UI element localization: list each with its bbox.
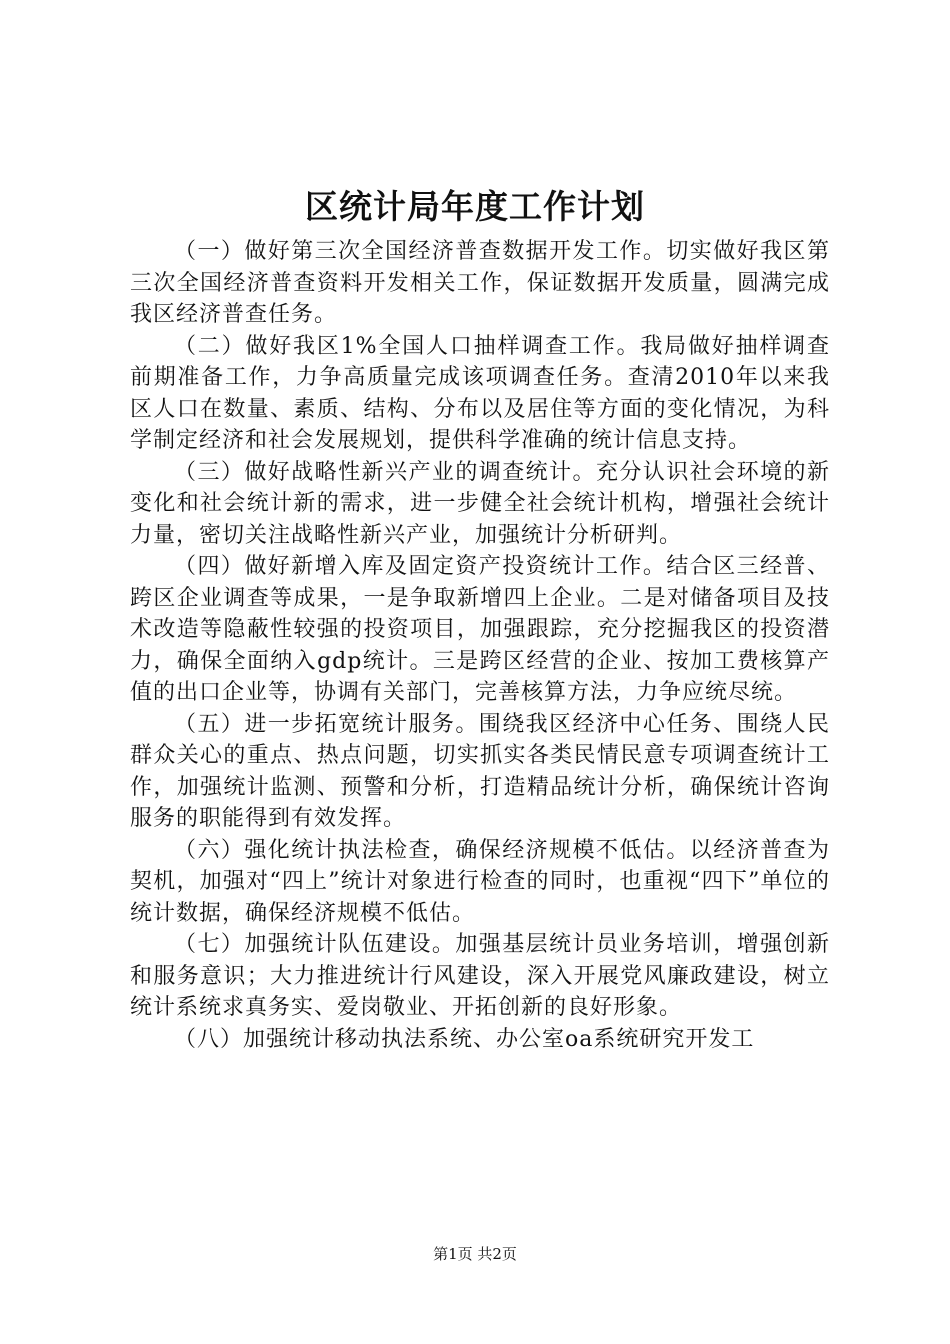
paragraph-6: （六）强化统计执法检查，确保经济规模不低估。以经济普查为契机，加强对“四上”统计对象进行检查的同时，也重视“四下”单位的统计数据，确保经济规模不低估。: [130, 837, 830, 926]
paragraph-5: （五）进一步拓宽统计服务。围绕我区经济中心任务、围绕人民群众关心的重点、热点问题，切实抓实各类民情民意专项调查统计工作，加强统计监测、预警和分析，打造精品统计分析，确保统计咨询服务的职能得到有效发挥。: [130, 711, 830, 831]
paragraph-7: （七）加强统计队伍建设。加强基层统计员业务培训，增强创新和服务意识；大力推进统计行风建设，深入开展党风廉政建设，树立统计系统求真务实、爱岗敬业、开拓创新的良好形象。: [130, 932, 830, 1020]
paragraph-8: （八）加强统计移动执法系统、办公室oa系统研究开发工: [174, 1026, 755, 1052]
paragraph-1: （一）做好第三次全国经济普查数据开发工作。切实做好我区第三次全国经济普查资料开发相关工作，保证数据开发质量，圆满完成我区经济普查任务。: [130, 239, 830, 327]
page-number-footer: 第1页 共2页: [433, 1245, 517, 1263]
paragraph-2: （二）做好我区1%全国人口抽样调查工作。我局做好抽样调查前期准备工作，力争高质量完成该项调查任务。查清2010年以来我区人口在数量、素质、结构、分布以及居住等方面的变化情况，为科学制定经济和社会发展规划，提供科学准确的统计信息支持。: [130, 333, 830, 453]
paragraph-3: （三）做好战略性新兴产业的调查统计。充分认识社会环境的新变化和社会统计新的需求，进一步健全社会统计机构，增强社会统计力量，密切关注战略性新兴产业，加强统计分析研判。: [130, 459, 830, 548]
document-title: 区统计局年度工作计划: [305, 187, 645, 226]
document-body: [130, 236, 830, 1055]
paragraph-4: （四）做好新增入库及固定资产投资统计工作。结合区三经普、跨区企业调查等成果，一是争取新增四上企业。二是对储备项目及技术改造等隐蔽性较强的投资项目，加强跟踪，充分挖掘我区的投资潜力，确保全面纳入gdp统计。三是跨区经营的企业、按加工费核算产值的出口企业等，协调有关部门，完善核算方法，力争应统尽统。: [130, 554, 830, 705]
